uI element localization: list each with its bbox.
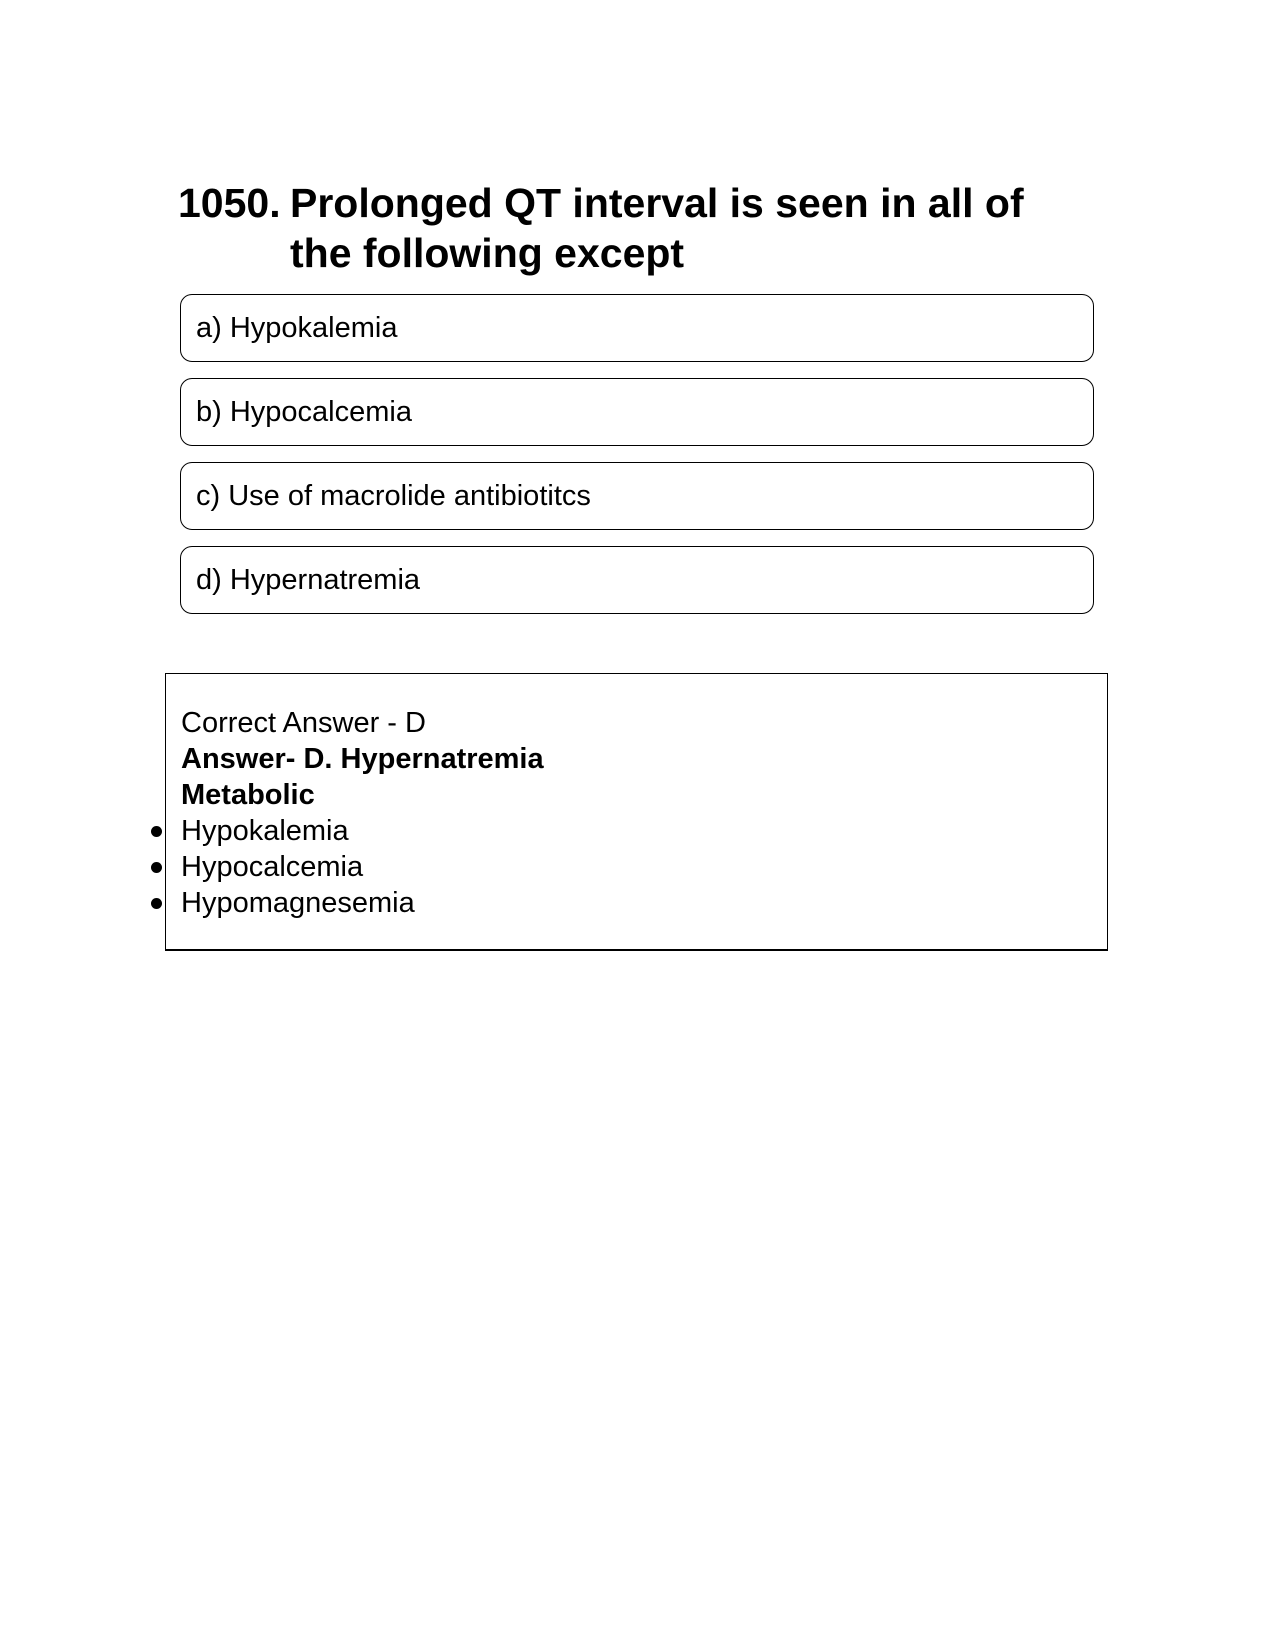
list-item-text: Hypocalcemia [181,851,364,883]
bullet-icon [151,826,162,837]
bullet-icon [151,898,162,909]
option-c[interactable] [180,462,1094,530]
option-a-label: a) Hypokalemia [196,311,398,344]
list-item-text: Hypokalemia [181,815,349,847]
option-b-label: b) Hypocalcemia [196,395,412,428]
answer-bullet-list [181,813,544,921]
option-d-label: d) Hypernatremia [196,563,421,596]
list-item [181,849,544,885]
option-b[interactable] [180,378,1094,446]
correct-answer: Correct Answer - D [181,707,426,739]
answer-heading: Answer- D. Hypernatremia [181,743,544,775]
list-item [181,885,544,921]
answer-subheading: Metabolic [181,779,315,811]
options-list [180,294,1094,630]
question-text: Prolonged QT interval is seen in all of the following except [290,180,1024,276]
list-item-text: Hypomagnesemia [181,887,415,919]
option-c-label: c) Use of macrolide antibiotitcs [196,479,591,512]
question-number: 1050. [178,180,281,226]
answer-content [181,705,544,921]
question [178,178,1058,278]
list-item [181,813,544,849]
option-a[interactable] [180,294,1094,362]
bullet-icon [151,862,162,873]
option-d[interactable] [180,546,1094,614]
